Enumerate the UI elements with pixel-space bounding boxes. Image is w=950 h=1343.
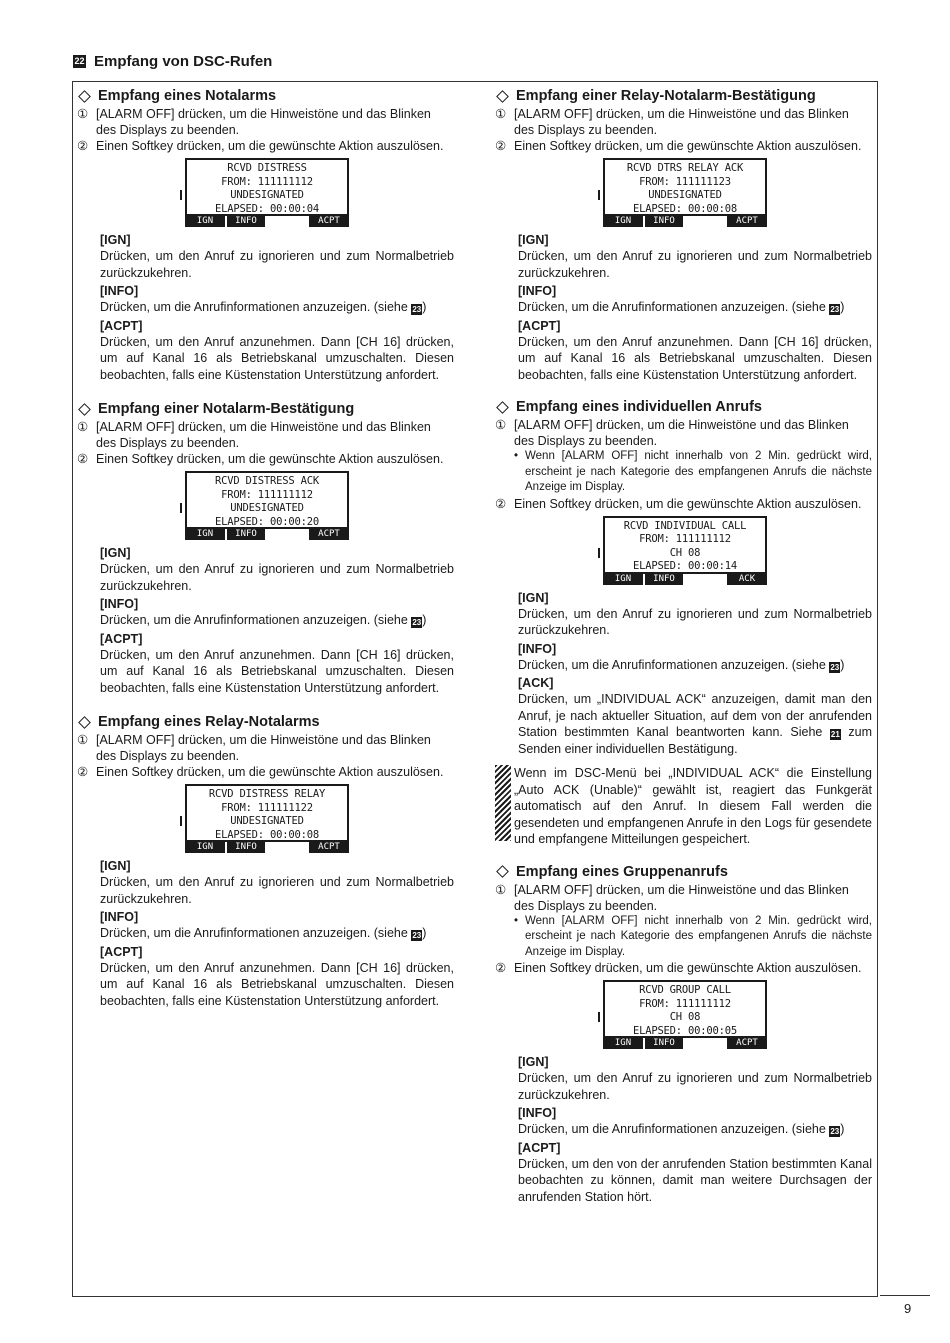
- instruction-section: [77, 712, 454, 1009]
- definition-text: Drücken, um den von der anrufenden Station bestimmten Kanal beobachten zu können, damit man weitere Durchsagen der anrufenden Station hört.: [518, 1156, 872, 1204]
- definition-label: [INFO]: [100, 284, 139, 298]
- softkey-label: INFO: [227, 216, 265, 227]
- memo-text: Wenn im DSC-Menü bei „INDIVIDUAL ACK“ die Einstellung „Auto ACK (Unable)“ gewählt ist, reagiert das Funkgerät automatisch auf den Anruf. In diesem Fall werden die gesendeten und empfangenen Anrufe in den Logs für gesendete und empfangene Mitteilungen gespeichert.: [514, 766, 872, 846]
- definition-label: [INFO]: [518, 1106, 557, 1120]
- step-number: ①: [77, 733, 89, 747]
- definition-label: [ACPT]: [100, 944, 143, 959]
- instruction-section: [495, 86, 872, 383]
- diamond-icon: [496, 401, 509, 414]
- lcd-line: FROM: 111111123: [639, 175, 731, 188]
- softkey-label: ACPT: [309, 529, 349, 540]
- lcd-line: ELAPSED: 00:00:05: [632, 1024, 738, 1037]
- step-number: ②: [495, 496, 507, 511]
- definition-label: [IGN]: [518, 1055, 549, 1069]
- softkey-bar: [603, 216, 767, 227]
- softkey-label: INFO: [645, 1038, 683, 1049]
- reference-badge: 23: [830, 1127, 840, 1136]
- step-number: ②: [77, 139, 89, 153]
- section-heading-text: Empfang einer Relay-Notalarm-Bestätigung: [516, 88, 816, 104]
- definition-label: [INFO]: [518, 641, 557, 656]
- content-frame: [72, 81, 878, 1297]
- lcd-screen-illustration: [182, 158, 350, 227]
- diamond-icon: [496, 90, 509, 103]
- softkey-definitions: [100, 858, 454, 1009]
- softkey-definitions: [518, 1054, 872, 1205]
- softkey-bar: [603, 1038, 767, 1049]
- step-item: [495, 106, 872, 138]
- lcd-line: ELAPSED: 00:00:20: [214, 515, 320, 528]
- lcd-line: UNDESIGNATED: [230, 502, 304, 514]
- right-column: [495, 86, 872, 1207]
- lcd-display: [603, 980, 767, 1038]
- lcd-screen-illustration: [182, 471, 350, 540]
- softkey-label: IGN: [603, 574, 643, 585]
- softkey-label: ACPT: [309, 216, 349, 227]
- lcd-side-mark: [180, 816, 182, 826]
- memo-icon: [495, 765, 511, 841]
- step-item: [495, 496, 872, 512]
- lcd-line: UNDESIGNATED: [230, 189, 304, 201]
- definition-text: Drücken, um den Anruf zu ignorieren und zum Normalbetrieb zurückzukehren.: [100, 875, 454, 906]
- reference-badge: 23: [830, 662, 840, 672]
- definition-text: Drücken, um den Anruf zu ignorieren und zum Normalbetrieb zurückzukehren.: [518, 249, 872, 280]
- lcd-line: ELAPSED: 00:00:14: [632, 560, 738, 572]
- step-number: ①: [495, 418, 507, 432]
- step-text: [ALARM OFF] drücken, um die Hinweistöne und das Blinken des Displays zu beenden.: [96, 107, 431, 137]
- softkey-label: INFO: [645, 574, 683, 585]
- step-number: ①: [77, 107, 89, 121]
- softkey-gap: [685, 574, 725, 585]
- step-number: ②: [495, 961, 507, 975]
- left-column: [77, 86, 454, 1011]
- softkey-label: ACPT: [309, 842, 349, 853]
- definition-text: Drücken, um den Anruf zu ignorieren und zum Normalbetrieb zurückzukehren.: [518, 1071, 872, 1102]
- lcd-line: RCVD GROUP CALL: [639, 984, 731, 996]
- instruction-section: [77, 86, 454, 383]
- definition-text: Drücken, um den Anruf anzunehmen. Dann [CH 16] drücken, um auf Kanal 16 als Betriebskanal umzuschalten. Diesen beobachten, falls eine Küstenstation Unterstützung anfordert.: [100, 647, 454, 695]
- step-number: ①: [495, 107, 507, 121]
- lcd-side-mark: [598, 190, 600, 200]
- step-text: Einen Softkey drücken, um die gewünschte Aktion auszulösen.: [96, 765, 444, 779]
- definition-label: [ACPT]: [518, 1140, 561, 1155]
- lcd-line: ELAPSED: 00:00:08: [214, 828, 320, 841]
- definition-text: Drücken, um die Anrufinformationen anzuzeigen. (siehe 23): [518, 657, 845, 672]
- step-text: [ALARM OFF] drücken, um die Hinweistöne und das Blinken des Displays zu beenden.: [514, 418, 849, 448]
- softkey-bar: [603, 574, 767, 585]
- section-heading: [77, 86, 454, 106]
- softkey-gap: [267, 216, 307, 227]
- step-number: ②: [77, 452, 89, 466]
- definition-text: Drücken, um die Anrufinformationen anzuzeigen. (siehe 23): [100, 300, 427, 314]
- definition-text: Drücken, um den Anruf zu ignorieren und zum Normalbetrieb zurückzukehren.: [100, 562, 454, 593]
- section-heading-text: Empfang eines individuellen Anrufs: [516, 399, 762, 415]
- section-heading: [77, 712, 454, 732]
- lcd-side-mark: [180, 503, 182, 513]
- note-text: Wenn [ALARM OFF] nicht innerhalb von 2 Min. gedrückt wird, erscheint je nach Kategorie des empfangenen Anrufs die nächste Anzeige im Display.: [525, 450, 872, 493]
- step-number: ②: [495, 139, 507, 153]
- reference-badge: 21: [830, 730, 840, 739]
- softkey-bar: [185, 529, 349, 540]
- lcd-line: FROM: 111111112: [639, 997, 731, 1010]
- softkey-bar: [185, 216, 349, 227]
- instruction-section: [495, 862, 872, 1206]
- definition-label: [IGN]: [518, 590, 549, 605]
- lcd-line: RCVD INDIVIDUAL CALL: [623, 519, 747, 532]
- softkey-label: INFO: [227, 529, 265, 540]
- softkey-gap: [685, 216, 725, 227]
- note-text: Wenn [ALARM OFF] nicht innerhalb von 2 Min. gedrückt wird, erscheint je nach Kategorie des empfangenen Anrufs die nächste Anzeige im Display.: [525, 914, 872, 958]
- definition-text: Drücken, um den Anruf zu ignorieren und zum Normalbetrieb zurückzukehren.: [100, 249, 454, 280]
- softkey-label: IGN: [185, 216, 225, 227]
- section-heading: [495, 862, 872, 882]
- softkey-label: ACPT: [727, 1038, 767, 1049]
- step-item: [495, 960, 872, 976]
- softkey-definitions: [518, 590, 872, 758]
- lcd-line: ELAPSED: 00:00:08: [632, 202, 738, 215]
- step-text: Einen Softkey drücken, um die gewünschte Aktion auszulösen.: [514, 496, 862, 511]
- softkey-gap: [267, 842, 307, 853]
- step-text: [ALARM OFF] drücken, um die Hinweistöne und das Blinken des Displays zu beenden.: [96, 420, 431, 450]
- bullet-icon: •: [514, 450, 519, 462]
- step-item: [77, 138, 454, 154]
- softkey-label: INFO: [227, 842, 265, 853]
- diamond-icon: [496, 865, 509, 878]
- definition-text: Drücken, um den Anruf anzunehmen. Dann [CH 16] drücken, um auf Kanal 16 als Betriebskanal umzuschalten. Diesen beobachten, falls eine Küstenstation Unterstützung anfordert.: [100, 960, 454, 1008]
- reference-badge: 23: [830, 305, 840, 314]
- lcd-line: ELAPSED: 00:00:04: [214, 202, 320, 215]
- lcd-line: RCVD DISTRESS ACK: [214, 475, 320, 487]
- section-heading-text: Empfang eines Gruppenanrufs: [516, 863, 728, 880]
- softkey-label: INFO: [645, 216, 683, 227]
- section-heading-text: Empfang eines Notalarms: [98, 88, 277, 104]
- lcd-display: [185, 471, 349, 529]
- lcd-display: [185, 158, 349, 216]
- lcd-display: [185, 784, 349, 842]
- definition-label: [ACPT]: [518, 318, 561, 333]
- reference-badge: 23: [412, 305, 422, 314]
- definition-label: [ACK]: [518, 676, 554, 690]
- definition-text: Drücken, um den Anruf zu ignorieren und zum Normalbetrieb zurückzukehren.: [518, 606, 872, 637]
- lcd-line: UNDESIGNATED: [648, 189, 722, 201]
- lcd-screen-illustration: [600, 980, 768, 1049]
- definition-text: Drücken, um die Anrufinformationen anzuzeigen. (siehe 23): [100, 613, 427, 627]
- definition-label: [INFO]: [518, 284, 557, 298]
- section-heading: [77, 399, 454, 419]
- definition-label: [INFO]: [100, 910, 139, 924]
- lcd-line: FROM: 111111112: [221, 488, 313, 501]
- softkey-label: IGN: [185, 842, 225, 853]
- definition-label: [IGN]: [100, 546, 131, 560]
- definition-label: [ACPT]: [100, 631, 143, 646]
- page-title: [73, 53, 272, 70]
- diamond-icon: [78, 716, 91, 729]
- step-item: [495, 138, 872, 154]
- memo-note: [495, 765, 872, 848]
- step-item: [77, 451, 454, 467]
- reference-badge: 23: [412, 931, 422, 940]
- definition-label: [IGN]: [518, 233, 549, 247]
- diamond-icon: [78, 403, 91, 416]
- step-item: [77, 419, 454, 451]
- definition-label: [IGN]: [100, 233, 131, 247]
- step-item: [77, 764, 454, 780]
- section-heading: [495, 86, 872, 106]
- lcd-line: CH 08: [669, 546, 701, 559]
- lcd-display: [603, 516, 767, 574]
- definition-text: Drücken, um „INDIVIDUAL ACK“ anzuzeigen, damit man den Anruf, je nach aktueller Situation, auf dem von der anrufenden Station bestimmten Kanal beantworten kann. Siehe 21 zum Senden einer individuellen Bestätigung.: [518, 692, 872, 756]
- step-number: ①: [77, 420, 89, 434]
- bullet-icon: •: [514, 914, 519, 927]
- step-item: [495, 882, 872, 914]
- bullet-note: [514, 449, 872, 496]
- section-badge: 22: [74, 56, 85, 66]
- step-text: [ALARM OFF] drücken, um die Hinweistöne und das Blinken des Displays zu beenden.: [514, 882, 849, 913]
- section-heading-text: Empfang einer Notalarm-Bestätigung: [98, 401, 355, 417]
- section-heading: [495, 397, 872, 417]
- step-text: Einen Softkey drücken, um die gewünschte Aktion auszulösen.: [96, 452, 444, 466]
- softkey-gap: [685, 1038, 725, 1049]
- softkey-bar: [185, 842, 349, 853]
- definition-text: Drücken, um den Anruf anzunehmen. Dann [CH 16] drücken, um auf Kanal 16 als Betriebskanal umzuschalten. Diesen beobachten, falls eine Küstenstation Unterstützung anfordert.: [518, 334, 872, 382]
- definition-text: Drücken, um die Anrufinformationen anzuzeigen. (siehe 23): [100, 926, 427, 940]
- definition-label: [ACPT]: [100, 318, 143, 333]
- lcd-side-mark: [598, 548, 600, 558]
- softkey-label: ACK: [727, 574, 767, 585]
- definition-text: Drücken, um den Anruf anzunehmen. Dann [CH 16] drücken, um auf Kanal 16 als Betriebskanal umzuschalten. Diesen beobachten, falls eine Küstenstation Unterstützung anfordert.: [100, 334, 454, 382]
- diamond-icon: [78, 90, 91, 103]
- definition-label: [INFO]: [100, 597, 139, 611]
- step-item: [77, 106, 454, 138]
- section-heading-text: Empfang eines Relay-Notalarms: [98, 714, 320, 730]
- lcd-side-mark: [598, 1012, 600, 1022]
- step-text: Einen Softkey drücken, um die gewünschte Aktion auszulösen.: [96, 139, 444, 153]
- lcd-display: [603, 158, 767, 216]
- definition-text: Drücken, um die Anrufinformationen anzuzeigen. (siehe 23): [518, 300, 845, 314]
- softkey-definitions: [100, 545, 454, 696]
- lcd-screen-illustration: [600, 158, 768, 227]
- softkey-label: IGN: [185, 529, 225, 540]
- lcd-line: FROM: 111111112: [639, 533, 731, 545]
- lcd-screen-illustration: [600, 516, 768, 585]
- instruction-section: [77, 399, 454, 696]
- softkey-label: ACPT: [727, 216, 767, 227]
- softkey-definitions: [518, 232, 872, 383]
- reference-badge: 23: [412, 618, 422, 627]
- softkey-definitions: [100, 232, 454, 383]
- lcd-line: FROM: 111111112: [221, 175, 313, 188]
- step-number: ②: [77, 765, 89, 779]
- step-item: [77, 732, 454, 764]
- lcd-line: UNDESIGNATED: [230, 815, 304, 827]
- step-text: Einen Softkey drücken, um die gewünschte Aktion auszulösen.: [514, 961, 862, 975]
- page-number: 9: [904, 1301, 912, 1316]
- lcd-line: FROM: 111111122: [221, 801, 313, 814]
- lcd-screen-illustration: [182, 784, 350, 853]
- softkey-gap: [267, 529, 307, 540]
- page-title-text: Empfang von DSC-Rufen: [94, 53, 273, 70]
- step-text: [ALARM OFF] drücken, um die Hinweistöne und das Blinken des Displays zu beenden.: [96, 733, 431, 763]
- lcd-side-mark: [180, 190, 182, 200]
- lcd-line: CH 08: [669, 1011, 701, 1023]
- bullet-note: [514, 914, 872, 961]
- step-text: Einen Softkey drücken, um die gewünschte Aktion auszulösen.: [514, 139, 862, 153]
- lcd-line: RCVD DISTRESS: [227, 162, 307, 174]
- page-number-rule: [880, 1295, 930, 1296]
- lcd-line: RCVD DTRS RELAY ACK: [626, 162, 744, 174]
- instruction-section: [495, 397, 872, 848]
- lcd-line: RCVD DISTRESS RELAY: [208, 788, 326, 800]
- step-item: [495, 417, 872, 449]
- definition-text: Drücken, um die Anrufinformationen anzuzeigen. (siehe 23): [518, 1122, 845, 1136]
- definition-label: [IGN]: [100, 859, 131, 873]
- softkey-label: IGN: [603, 1038, 643, 1049]
- softkey-label: IGN: [603, 216, 643, 227]
- step-text: [ALARM OFF] drücken, um die Hinweistöne und das Blinken des Displays zu beenden.: [514, 107, 849, 137]
- step-number: ①: [495, 882, 507, 897]
